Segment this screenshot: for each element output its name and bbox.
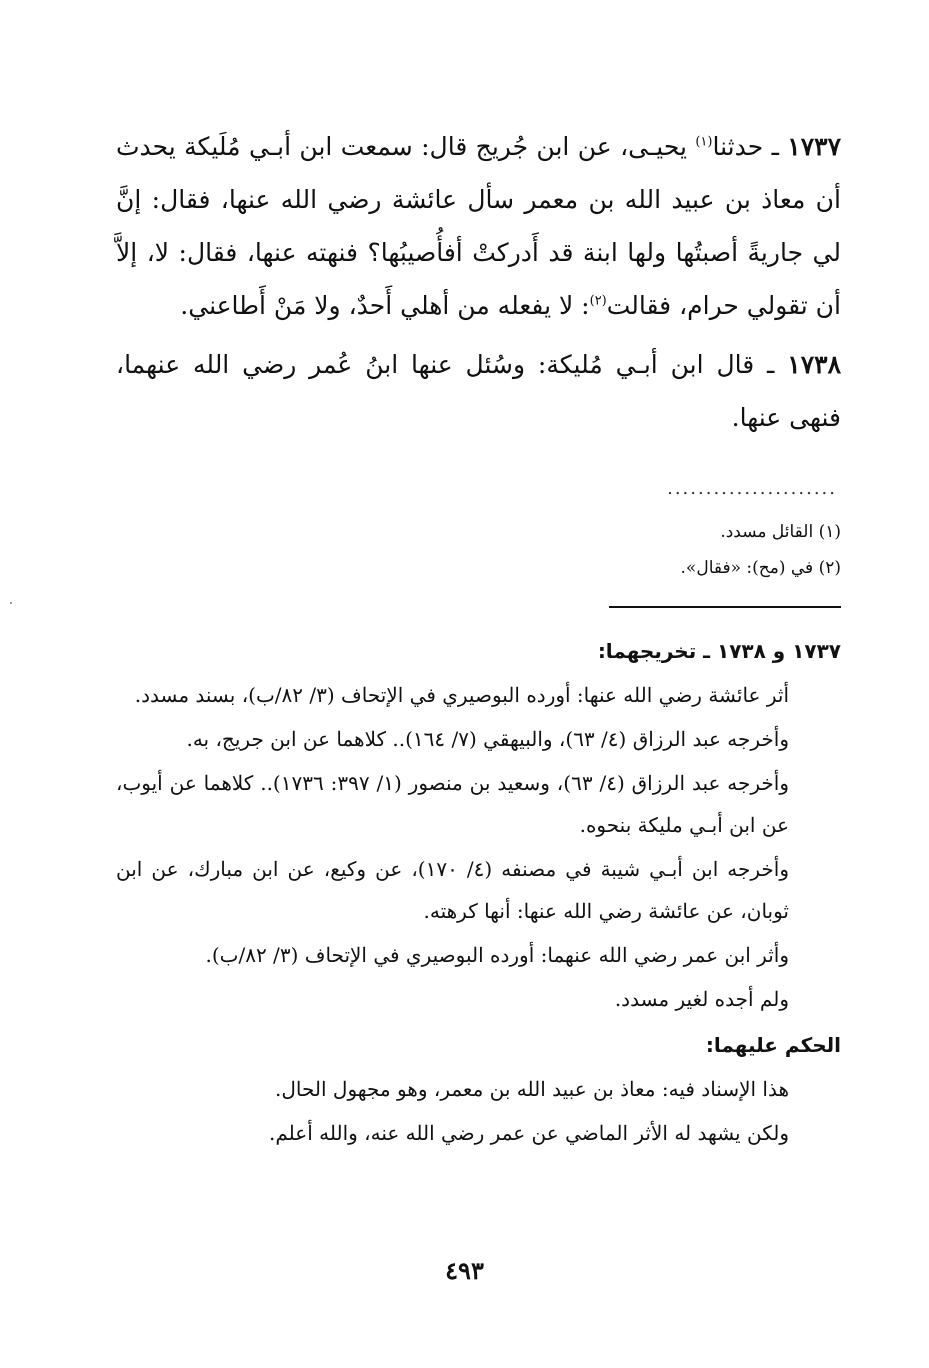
takhrij-paragraph: ولم أجده لغير مسدد. xyxy=(614,987,789,1011)
dotted-separator: ...................... xyxy=(667,478,837,499)
hadith-text-part: يحيـى، عن ابن جُريج قال: سمعت ابن أبـي مُلَيكة يحدث أن معاذ بن عبيد الله بن معمر سأل عائشة رضي الله عنها، فقال: إنَّ لي جاريةً أصبتُها ولها ابنة قد أَدركتْ أفأُصيبُها؟ فنهته عنها، فقال: لا، إلاَّ أن تقولي حرام، فقالت xyxy=(116,132,841,320)
footnote-marker: (١) xyxy=(695,134,713,150)
hadith-1737 xyxy=(116,120,841,332)
footnotes xyxy=(116,514,841,586)
hadith-text-part: : لا يفعله من أهلي أَحدٌ، ولا مَنْ أَطاعني. xyxy=(180,291,590,320)
hadith-number: ١٧٣٨ xyxy=(787,350,841,379)
section-rule xyxy=(609,606,841,608)
takhrij-paragraph: وأخرجه عبد الرزاق (٤/ ٦٣)، وسعيد بن منصور (١/ ٣٩٧: ١٧٣٦).. كلاهما عن أيوب، عن ابن أبـي مليكة بنحوه. xyxy=(116,771,790,837)
hadith-number: ١٧٣٧ xyxy=(787,132,842,161)
page-number: ٤٩٣ xyxy=(445,1256,484,1285)
footnote-1: (١) القائل مسدد. xyxy=(720,522,841,542)
takhrij-section xyxy=(116,630,841,1154)
main-text xyxy=(116,120,841,444)
hadith-text: ـ قال ابن أبـي مُليكة: وسُئل عنها ابنُ عُمر رضي الله عنهما، فنهى عنها. xyxy=(116,350,841,432)
takhrij-heading: ١٧٣٧ و ١٧٣٨ ـ تخريجهما: xyxy=(597,639,841,663)
takhrij-paragraph: وأخرجه عبد الرزاق (٤/ ٦٣)، والبيهقي (٧/ ١٦٤).. كلاهما عن ابن جريج، به. xyxy=(186,727,789,751)
hadith-1738 xyxy=(116,338,841,444)
takhrij-paragraph: أثر عائشة رضي الله عنها: أورده البوصيري في الإتحاف (٣/ ٨٢/ب)، بسند مسدد. xyxy=(134,683,789,707)
scan-mark xyxy=(10,602,12,604)
footnote-marker: (٢) xyxy=(589,293,607,309)
hukm-heading: الحكم عليهما: xyxy=(705,1033,841,1057)
hukm-line: هذا الإسناد فيه: معاذ بن عبيد الله بن معمر، وهو مجهول الحال. xyxy=(275,1077,789,1101)
hukm-line: ولكن يشهد له الأثر الماضي عن عمر رضي الله عنه، والله أعلم. xyxy=(269,1121,789,1145)
footnote-2: (٢) في (مح): «فقال». xyxy=(680,558,841,578)
hadith-text-part: ـ حدثنا xyxy=(712,132,788,161)
takhrij-paragraph: وأثر ابن عمر رضي الله عنهما: أورده البوصيري في الإتحاف (٣/ ٨٢/ب). xyxy=(205,943,789,967)
takhrij-paragraph: وأخرجه ابن أبـي شيبة في مصنفه (٤/ ١٧٠)، عن وكيع، عن ابن مبارك، عن ابن ثوبان، عن عائشة رضي الله عنها: أنها كرهته. xyxy=(116,857,790,923)
